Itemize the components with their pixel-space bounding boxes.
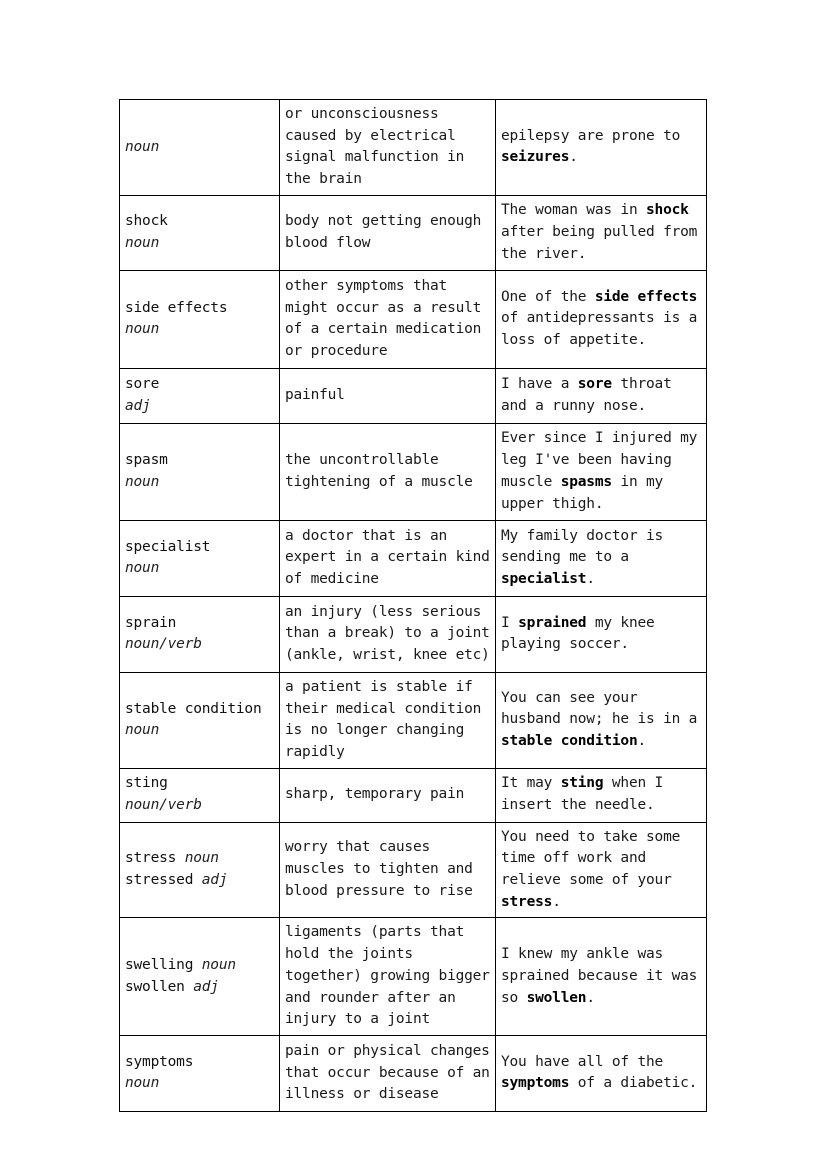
- part-of-speech: noun: [125, 722, 160, 739]
- term-line: [125, 374, 274, 396]
- term-part-of-speech: noun: [201, 956, 236, 973]
- example-highlight: specialist: [501, 571, 587, 588]
- definition-text: ligaments (parts that hold the joints together) growing bigger and rounder after an injury to a joint: [285, 924, 490, 1028]
- definition-cell: [280, 822, 496, 918]
- example-cell: [496, 822, 707, 918]
- part-of-speech: noun: [125, 321, 160, 338]
- definition-text: sharp, temporary pain: [285, 786, 465, 803]
- definition-text: or unconsciousness caused by electrical signal malfunction in the brain: [285, 106, 465, 188]
- part-of-speech: adj: [125, 397, 151, 414]
- part-of-speech: noun/verb: [125, 797, 202, 814]
- example-text: my knee playing soccer.: [501, 614, 655, 653]
- example-highlight: side effects: [594, 288, 698, 305]
- example-highlight: shock: [646, 202, 689, 219]
- example-cell: [496, 1035, 707, 1111]
- definition-text: painful: [285, 386, 345, 403]
- example-text: .: [569, 149, 578, 166]
- definition-text: pain or physical changes that occur because of an illness or disease: [285, 1042, 490, 1103]
- part-of-speech: noun: [125, 560, 160, 577]
- term-cell: [120, 195, 280, 270]
- term-word: specialist: [125, 538, 211, 555]
- definition-text: worry that causes muscles to tighten and blood pressure to rise: [285, 839, 473, 899]
- example-cell: [496, 596, 707, 672]
- definition-text: a patient is stable if their medical condition is no longer changing rapidly: [285, 678, 482, 760]
- table-row: [120, 672, 707, 768]
- example-cell: [496, 195, 707, 270]
- example-text: .: [637, 733, 647, 750]
- part-of-speech: noun: [125, 234, 160, 251]
- example-text: .: [552, 893, 561, 910]
- example-text: of a diabetic.: [569, 1075, 698, 1092]
- definition-text: a doctor that is an expert in a certain kind of medicine: [285, 527, 490, 588]
- table-row: [120, 520, 707, 596]
- example-cell: [496, 368, 707, 423]
- definition-cell: [280, 1035, 496, 1111]
- vocabulary-table-body: [120, 100, 707, 1112]
- example-text: epilepsy are prone to: [501, 127, 681, 144]
- example-text: .: [586, 989, 595, 1006]
- term-word: sore: [125, 376, 160, 393]
- example-highlight: sprained: [518, 614, 587, 631]
- term-line: [125, 1052, 274, 1074]
- term-line: [125, 977, 274, 999]
- term-word: sting: [125, 775, 168, 792]
- example-highlight: sore: [577, 376, 612, 393]
- term-word: stressed: [125, 872, 194, 889]
- example-cell: [496, 520, 707, 596]
- example-text: It may: [501, 775, 561, 792]
- part-of-speech: noun: [125, 473, 160, 490]
- example-cell: [496, 768, 707, 822]
- example-highlight: stress: [501, 893, 553, 910]
- definition-cell: [280, 520, 496, 596]
- example-cell: [496, 270, 707, 368]
- definition-cell: [280, 596, 496, 672]
- definition-text: other symptoms that might occur as a result of a certain medication or procedure: [285, 277, 482, 360]
- term-word: stable condition: [125, 700, 262, 717]
- example-text: My family doctor is sending me to a: [501, 527, 664, 566]
- term-line: [125, 870, 274, 892]
- table-row: [120, 1035, 707, 1111]
- term-line: [125, 537, 274, 559]
- term-cell: [120, 368, 280, 423]
- term-part-of-speech: adj: [193, 978, 219, 995]
- table-row: [120, 100, 707, 196]
- example-text: I: [501, 614, 519, 631]
- definition-cell: [280, 423, 496, 520]
- term-word: spasm: [125, 452, 168, 469]
- term-cell: [120, 520, 280, 596]
- example-highlight: sting: [560, 775, 604, 792]
- example-highlight: symptoms: [501, 1075, 570, 1092]
- definition-text: the uncontrollable tightening of a muscle: [285, 452, 473, 490]
- term-line: [125, 298, 274, 320]
- example-text: throat and a runny nose.: [501, 376, 672, 414]
- example-text: You can see your husband now; he is in a: [501, 689, 698, 728]
- example-cell: [496, 672, 707, 768]
- term-cell: [120, 1035, 280, 1111]
- term-cell: [120, 918, 280, 1036]
- table-row: [120, 768, 707, 822]
- term-word: swelling: [125, 956, 194, 973]
- table-row: [120, 918, 707, 1036]
- part-of-speech: noun: [125, 1075, 160, 1092]
- example-text: You need to take some time off work and relieve some of your: [501, 828, 681, 889]
- example-highlight: stable condition: [501, 733, 638, 750]
- term-cell: [120, 596, 280, 672]
- term-word: shock: [125, 213, 168, 230]
- term-line: [125, 955, 274, 977]
- example-text: after being pulled from the river.: [501, 223, 698, 262]
- example-text: You have all of the: [501, 1053, 664, 1070]
- example-text: One of the: [501, 288, 595, 305]
- table-row: [120, 195, 707, 270]
- example-text: Ever since I injured my leg I've been having muscle: [501, 430, 698, 490]
- term-cell: [120, 822, 280, 918]
- table-row: [120, 822, 707, 918]
- term-word: swollen: [125, 978, 185, 995]
- definition-cell: [280, 270, 496, 368]
- term-line: [125, 613, 274, 635]
- example-cell: [496, 423, 707, 520]
- vocabulary-table: [119, 99, 707, 1112]
- term-word: sprain: [125, 614, 177, 631]
- example-text: The woman was in: [501, 202, 647, 219]
- definition-text: an injury (less serious than a break) to a joint (ankle, wrist, knee etc): [285, 603, 490, 664]
- term-word: stress: [125, 850, 177, 867]
- example-text: when I insert the needle.: [501, 775, 664, 814]
- term-cell: [120, 423, 280, 520]
- term-word: symptoms: [125, 1053, 194, 1070]
- table-row: [120, 596, 707, 672]
- example-cell: [496, 100, 707, 196]
- term-part-of-speech: noun: [184, 850, 219, 867]
- table-row: [120, 270, 707, 368]
- example-highlight: seizures: [501, 149, 570, 166]
- term-cell: [120, 672, 280, 768]
- term-line: [125, 699, 274, 721]
- definition-text: body not getting enough blood flow: [285, 213, 482, 251]
- part-of-speech: noun/verb: [125, 636, 202, 653]
- example-text: in my upper thigh.: [501, 473, 664, 512]
- definition-cell: [280, 195, 496, 270]
- term-line: [125, 848, 274, 870]
- term-cell: [120, 768, 280, 822]
- term-word: side effects: [125, 299, 228, 316]
- example-text: .: [586, 571, 595, 588]
- term-cell: [120, 100, 280, 196]
- part-of-speech: noun: [125, 138, 160, 155]
- example-highlight: swollen: [526, 989, 587, 1006]
- table-row: [120, 423, 707, 520]
- term-part-of-speech: adj: [201, 872, 228, 889]
- definition-cell: [280, 768, 496, 822]
- definition-cell: [280, 918, 496, 1036]
- definition-cell: [280, 672, 496, 768]
- example-text: of antidepressants is a loss of appetite.: [501, 310, 698, 349]
- table-row: [120, 368, 707, 423]
- term-line: [125, 450, 274, 472]
- term-cell: [120, 270, 280, 368]
- definition-cell: [280, 368, 496, 423]
- example-highlight: spasms: [560, 473, 612, 490]
- example-text: I knew my ankle was sprained because it was so: [501, 946, 698, 1006]
- term-line: [125, 773, 274, 795]
- term-line: [125, 211, 274, 233]
- example-text: I have a: [501, 376, 578, 393]
- example-cell: [496, 918, 707, 1036]
- definition-cell: [280, 100, 496, 196]
